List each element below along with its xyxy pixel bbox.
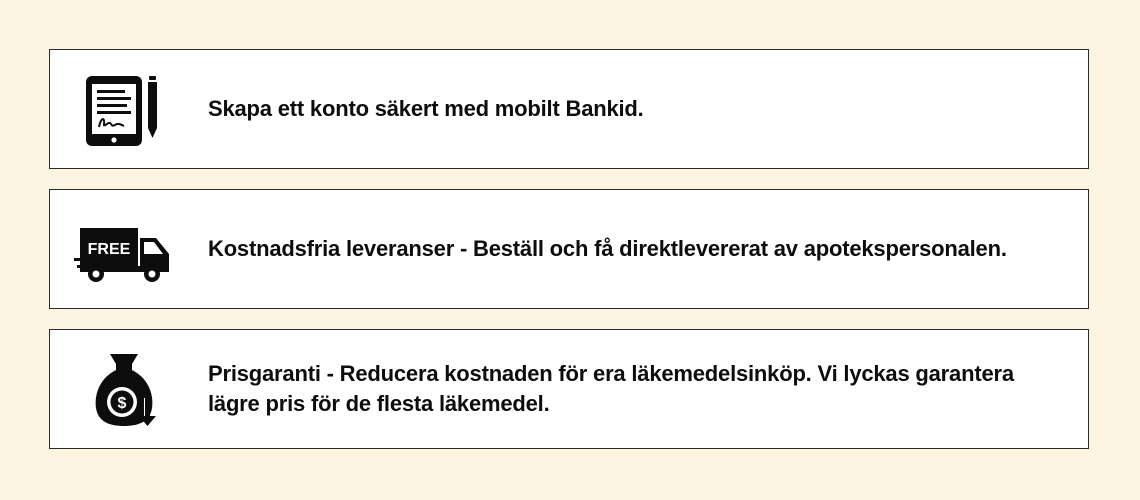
feature-card-free-delivery <box>49 189 1089 309</box>
feature-card-price-guarantee <box>49 329 1089 449</box>
free-badge-text: FREE <box>87 241 131 258</box>
tablet-signature-icon <box>74 72 174 148</box>
free-delivery-truck-icon <box>74 212 174 288</box>
feature-text: Skapa ett konto säkert med mobilt Bankid. <box>208 96 644 121</box>
feature-text: Prisgaranti - Reducera kostnaden för era läkemedelsinköp. Vi lyckas garantera lägre pris för de flesta läkemedel. <box>208 361 1014 416</box>
money-bag-price-down-icon <box>74 352 174 428</box>
svg-text:$: $ <box>117 395 127 412</box>
feature-card-bankid <box>49 49 1089 169</box>
feature-text: Kostnadsfria leveranser - Beställ och få direktlevererat av apotekspersonalen. <box>208 236 1007 261</box>
